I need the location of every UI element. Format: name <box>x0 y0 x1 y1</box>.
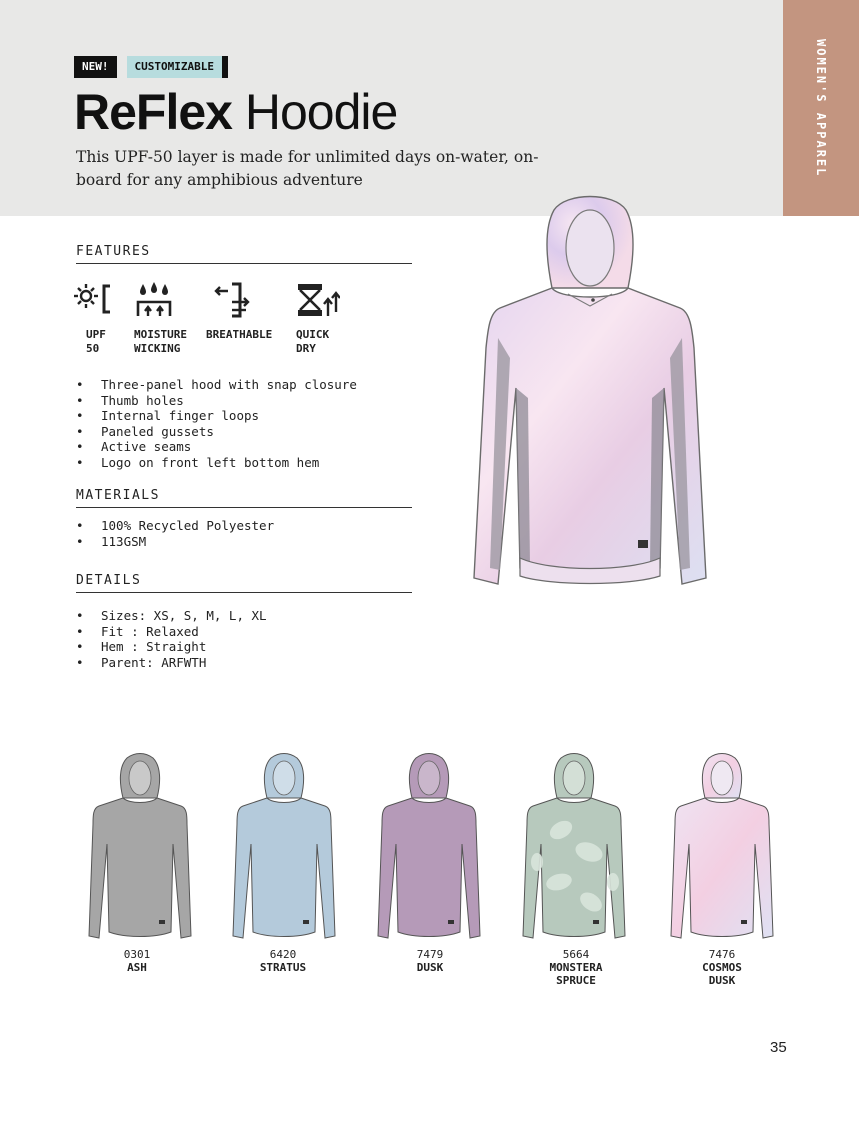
colorway-code: 7476 <box>708 948 736 961</box>
colorway-code: 0301 <box>123 948 151 961</box>
list-item: • 100% Recycled Polyester <box>76 518 274 534</box>
details-list <box>76 608 267 670</box>
quick-dry-icon <box>296 282 340 318</box>
feature-label-moisture: MOISTURE WICKING <box>134 328 187 355</box>
list-item: • Hem : Straight <box>76 639 267 655</box>
breathable-icon <box>206 282 282 318</box>
list-item: • 113GSM <box>76 534 274 550</box>
title-light: Hoodie <box>244 84 398 140</box>
product-title <box>74 84 397 140</box>
feature-breathable <box>206 282 282 342</box>
details-heading: DETAILS <box>76 573 412 593</box>
feature-label-quick-dry: QUICK DRY <box>296 328 330 355</box>
feature-label-upf: UPF 50 <box>86 328 106 355</box>
colorway-label-monstera-spruce <box>521 948 631 987</box>
list-item: • Active seams <box>76 439 357 455</box>
colorway-label-dusk <box>375 948 485 974</box>
features-heading: FEATURES <box>76 244 412 264</box>
colorway-name: MONSTERA SPRUCE <box>549 961 603 987</box>
list-item: • Thumb holes <box>76 393 357 409</box>
materials-heading: MATERIALS <box>76 488 412 508</box>
title-bold: ReFlex <box>74 84 232 140</box>
materials-list <box>76 518 274 549</box>
upf-sun-icon <box>74 282 118 318</box>
feature-quick-dry <box>296 282 340 356</box>
list-item: • Fit : Relaxed <box>76 624 267 640</box>
new-badge: NEW! <box>74 56 117 78</box>
feature-label-breathable: BREATHABLE <box>206 328 273 341</box>
list-item: • Three-panel hood with snap closure <box>76 377 357 393</box>
list-item: • Sizes: XS, S, M, L, XL <box>76 608 267 624</box>
feature-moisture <box>134 282 187 356</box>
badges <box>74 56 228 78</box>
colorway-swatch-dusk <box>374 752 484 942</box>
list-item: • Internal finger loops <box>76 408 357 424</box>
moisture-wicking-icon <box>134 282 174 318</box>
product-description: This UPF-50 layer is made for unlimited days on-water, on-board for any amphibious adventure <box>76 148 539 189</box>
colorway-swatch-cosmos-dusk <box>667 752 777 942</box>
section-tab <box>783 0 859 216</box>
colorway-code: 5664 <box>562 948 590 961</box>
list-item: • Logo on front left bottom hem <box>76 455 357 471</box>
colorway-name: DUSK <box>416 961 444 974</box>
colorway-code: 6420 <box>269 948 297 961</box>
colorway-label-ash <box>82 948 192 974</box>
hero-hoodie-image <box>470 188 710 598</box>
colorway-name: ASH <box>127 961 147 974</box>
page-number: 35 <box>770 1039 787 1056</box>
feature-upf <box>74 282 118 356</box>
colorway-label-cosmos-dusk <box>667 948 777 987</box>
colorway-swatch-stratus <box>229 752 339 942</box>
list-item: • Paneled gussets <box>76 424 357 440</box>
colorway-swatch-monstera-spruce <box>519 752 629 942</box>
features-list <box>76 377 357 471</box>
list-item: • Parent: ARFWTH <box>76 655 267 671</box>
section-tab-label: WOMEN'S APPAREL <box>814 38 828 178</box>
colorway-name: STRATUS <box>259 961 307 974</box>
customizable-badge: CUSTOMIZABLE <box>127 56 228 78</box>
colorway-swatch-ash <box>85 752 195 942</box>
colorway-code: 7479 <box>416 948 444 961</box>
colorway-label-stratus <box>228 948 338 974</box>
colorway-name: COSMOS DUSK <box>702 961 742 987</box>
